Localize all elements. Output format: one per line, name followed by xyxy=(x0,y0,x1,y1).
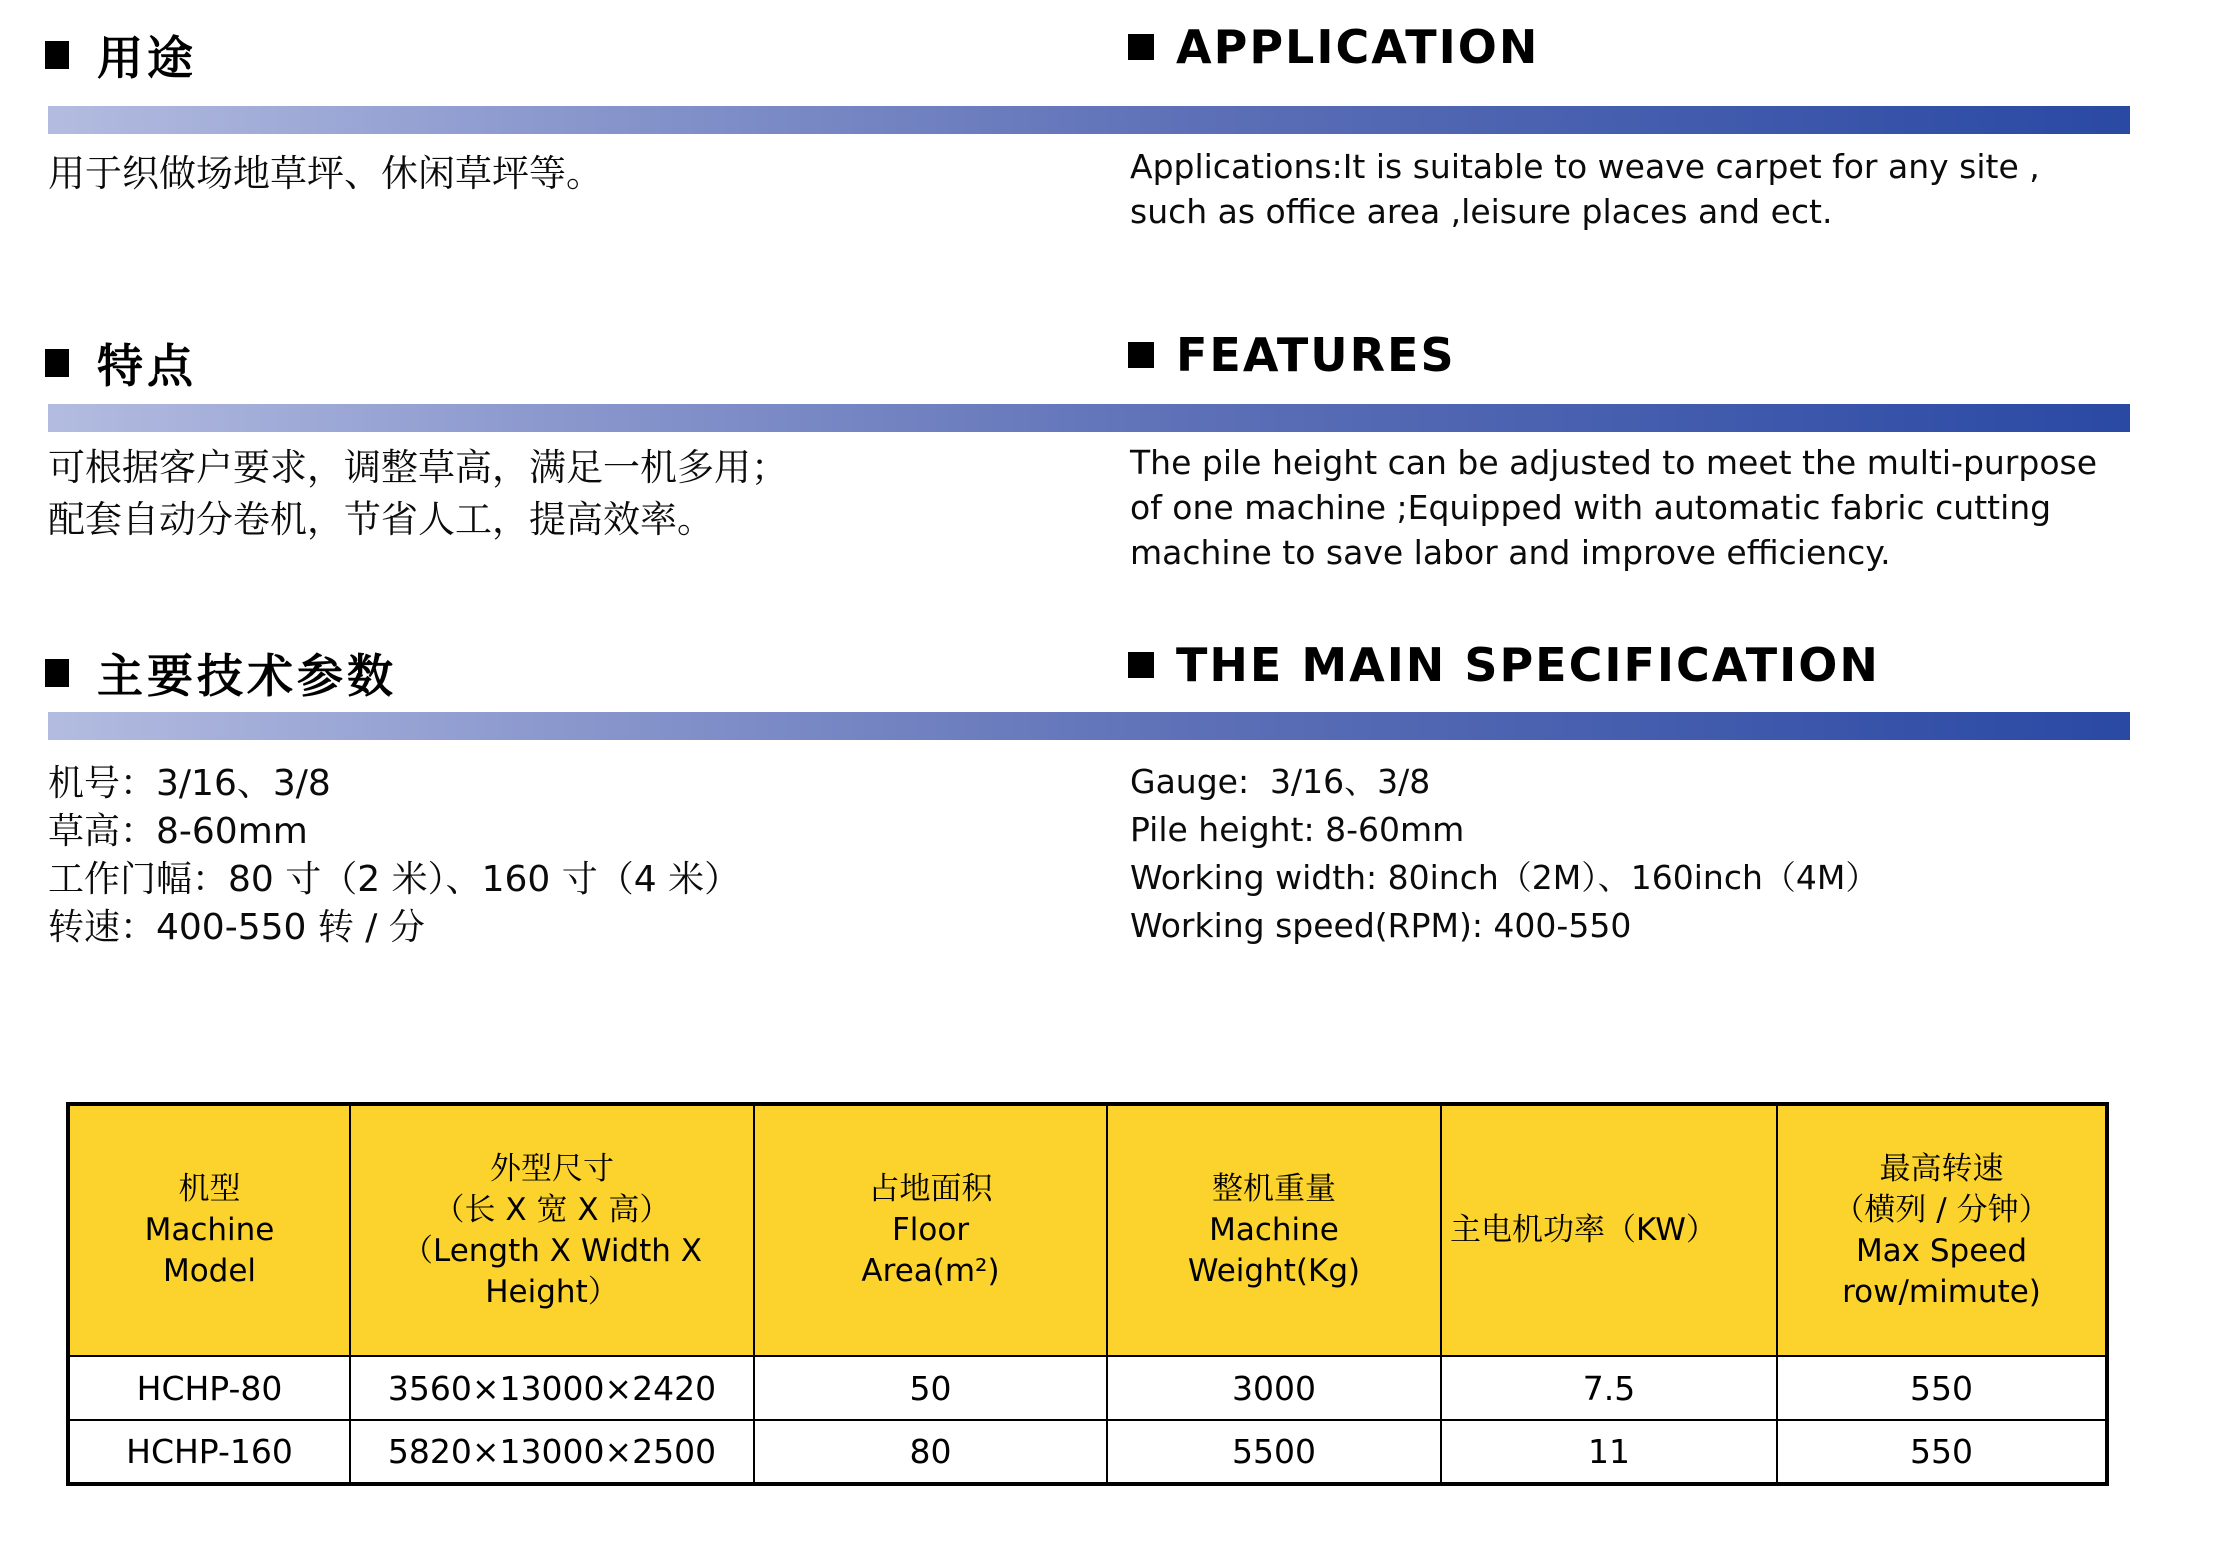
text-line: Pile height: 8-60mm xyxy=(1130,810,1465,849)
text-line: 用于织做场地草坪、休闲草坪等。 xyxy=(48,152,603,195)
section-divider-bar xyxy=(48,712,2130,740)
header-line: （长 X 宽 X 高） xyxy=(433,1191,671,1228)
header-motor-power xyxy=(1441,1104,1777,1356)
square-bullet-icon xyxy=(1128,342,1154,368)
section-title-text: 特点 xyxy=(97,339,197,393)
text-line: 工作门幅：80 寸（2 米）、160 寸（4 米） xyxy=(48,859,741,900)
text-line: Gauge: 3/16、3/8 xyxy=(1130,762,1431,801)
text-line: of one machine ;Equipped with automatic fabric cutting xyxy=(1130,488,2052,527)
square-bullet-icon xyxy=(1128,652,1154,678)
square-bullet-icon xyxy=(1128,34,1154,60)
header-floor-area xyxy=(754,1104,1107,1356)
header-line: 外型尺寸 xyxy=(490,1150,614,1187)
specs-text-en xyxy=(1130,758,1878,950)
table-row xyxy=(68,1356,2107,1420)
cell-floor-area: 50 xyxy=(754,1356,1107,1420)
section-title-text: 主要技术参数 xyxy=(97,649,397,703)
specs-text-zh xyxy=(48,760,740,952)
section-divider-bar xyxy=(48,106,2130,134)
header-machine-weight xyxy=(1107,1104,1441,1356)
text-line: machine to save labor and improve efficiency. xyxy=(1130,533,1891,572)
cell-weight: 3000 xyxy=(1107,1356,1441,1420)
text-line: Working speed(RPM): 400-550 xyxy=(1130,906,1632,945)
cell-motor-power: 11 xyxy=(1441,1420,1777,1484)
section-title-application-en xyxy=(1128,20,1539,74)
text-line: such as office area ,leisure places and ect. xyxy=(1130,192,1833,231)
header-line: Max Speed xyxy=(1855,1232,2028,1269)
text-line: 草高：8-60mm xyxy=(48,811,308,852)
header-line: row/mimute) xyxy=(1842,1273,2041,1310)
cell-max-speed: 550 xyxy=(1777,1420,2107,1484)
cell-max-speed: 550 xyxy=(1777,1356,2107,1420)
section-title-specs-en xyxy=(1128,638,1880,692)
spec-table xyxy=(66,1102,2109,1486)
header-line: Area(m²) xyxy=(861,1253,1000,1289)
square-bullet-icon xyxy=(45,41,69,69)
header-line: Floor xyxy=(891,1212,970,1248)
header-line: Height） xyxy=(485,1273,619,1310)
text-line: 转速：400-550 转 / 分 xyxy=(48,907,425,948)
section-title-specs-zh xyxy=(45,640,397,706)
header-line: Model xyxy=(162,1253,257,1289)
section-title-text: THE MAIN SPECIFICATION xyxy=(1176,638,1880,692)
section-title-text: FEATURES xyxy=(1176,328,1456,382)
cell-model: HCHP-160 xyxy=(68,1420,350,1484)
header-line: 机型 xyxy=(178,1171,241,1207)
cell-dimensions: 5820×13000×2500 xyxy=(350,1420,754,1484)
header-machine-model xyxy=(68,1104,350,1356)
header-line: 主电机功率（KW） xyxy=(1450,1212,1717,1248)
section-title-features-en xyxy=(1128,328,1456,382)
header-line: 最高转速 xyxy=(1879,1150,2004,1187)
text-line: 可根据客户要求，调整草高，满足一机多用； xyxy=(48,446,788,489)
section-title-features-zh xyxy=(45,330,197,396)
cell-floor-area: 80 xyxy=(754,1420,1107,1484)
header-line: （横列 / 分钟） xyxy=(1833,1191,2050,1228)
cell-weight: 5500 xyxy=(1107,1420,1441,1484)
application-text-en xyxy=(1130,144,2040,234)
text-line: 配套自动分卷机，节省人工，提高效率。 xyxy=(48,498,714,541)
text-line: The pile height can be adjusted to meet the multi-purpose xyxy=(1130,443,2098,482)
spec-table-header-row xyxy=(68,1104,2107,1356)
section-divider-bar xyxy=(48,404,2130,432)
square-bullet-icon xyxy=(45,349,69,377)
cell-dimensions: 3560×13000×2420 xyxy=(350,1356,754,1420)
usage-text-zh xyxy=(48,148,603,200)
header-line: （Length X Width X xyxy=(401,1232,703,1269)
features-text-en xyxy=(1130,440,2097,575)
section-title-usage-zh xyxy=(45,22,197,88)
features-text-zh xyxy=(48,442,788,546)
text-line: Applications:It is suitable to weave carpet for any site , xyxy=(1130,147,2040,186)
header-line: Machine xyxy=(144,1212,275,1248)
square-bullet-icon xyxy=(45,659,69,687)
text-line: 机号：3/16、3/8 xyxy=(48,763,331,804)
cell-motor-power: 7.5 xyxy=(1441,1356,1777,1420)
section-title-text: 用途 xyxy=(97,31,197,85)
header-line: Weight(Kg) xyxy=(1187,1253,1361,1289)
cell-model: HCHP-80 xyxy=(68,1356,350,1420)
section-title-text: APPLICATION xyxy=(1176,20,1540,74)
header-line: 整机重量 xyxy=(1212,1171,1336,1207)
table-row xyxy=(68,1420,2107,1484)
header-line: Machine xyxy=(1209,1212,1339,1248)
text-line: Working width: 80inch（2M）、160inch（4M） xyxy=(1130,858,1879,897)
header-dimensions xyxy=(350,1104,754,1356)
header-line: 占地面积 xyxy=(868,1171,993,1207)
header-max-speed xyxy=(1777,1104,2107,1356)
